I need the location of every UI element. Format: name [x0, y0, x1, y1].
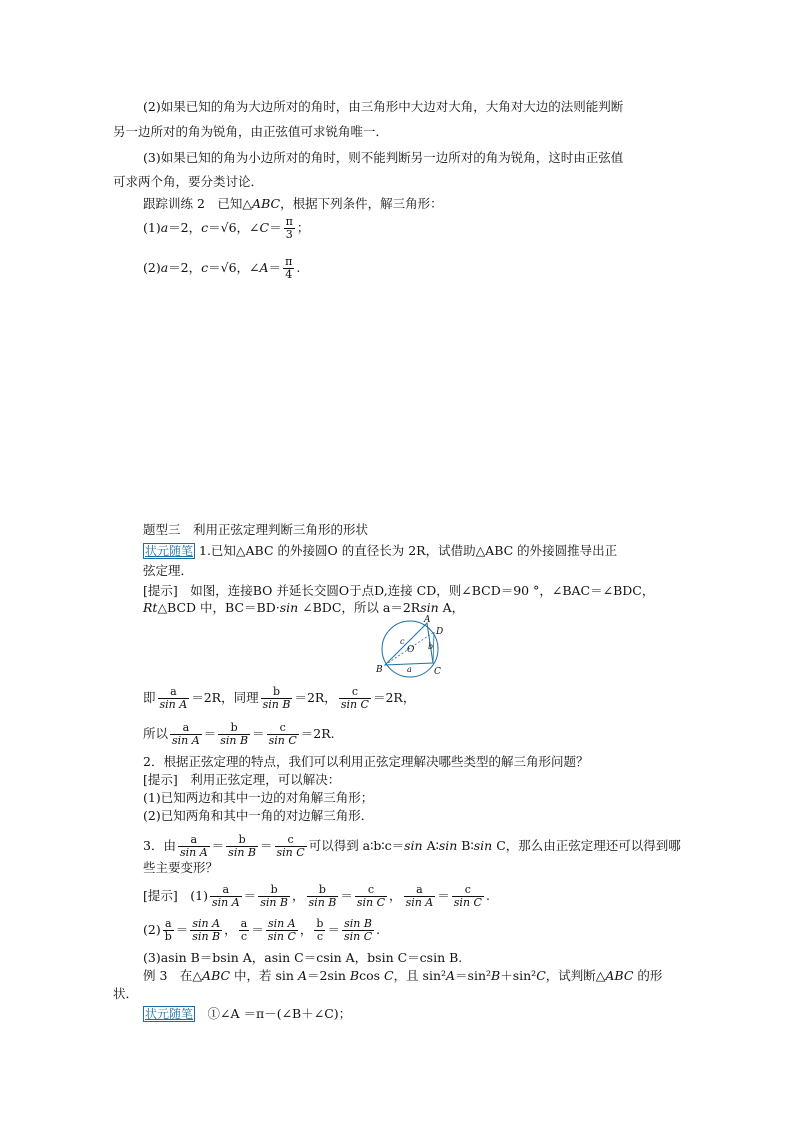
figure-label-a: a — [407, 665, 412, 674]
question-1-line-1: 状元随笔 1.已知△ABC 的外接圆O 的直径长为 2R，试借助△ABC 的外接圆推导出正 — [145, 543, 618, 558]
section-title: 题型三 利用正弦定理判断三角形的形状 — [143, 522, 369, 537]
hint-1-line-2: Rt△BCD 中，BC＝BD·sin ∠BDC，所以 a＝2Rsin A， — [143, 600, 465, 615]
hint-2-item-1: (1)已知两边和其中一边的对角解三角形； — [143, 790, 374, 805]
training-item-1: (1)a＝2，c＝√6，∠C＝ $\frac{\pi}{3}$ ； — [143, 215, 310, 241]
hint-3-variant-1: [提示] (1) $\frac{a}{\text{sin A}}$ ＝ $\frac{b}{\text{sin B}}$ ， $\frac{b}{\text{sin B}}$ ＝ $\frac{c}{\text{sin C}}$ ， $\frac{a}{\text{sin A}}$ ＝ $\frac{c}{\text{sin C}}$ . — [143, 883, 490, 909]
figure-label-c: c — [400, 637, 405, 646]
paragraph-3-line-1: (3)如果已知的角为小边所对的角时，则不能判断另一边所对的角为锐角，这时由正弦值 — [143, 150, 624, 165]
circumcircle-figure — [370, 612, 450, 682]
figure-label-b: b — [428, 642, 434, 651]
figure-label-D: D — [436, 627, 444, 637]
hint-1-line-1: [提示] 如图，连接BO 并延长交圆O于点D,连接 CD，则∠BCD＝90 °，∠BAC＝∠BDC， — [143, 583, 655, 598]
question-3-line-2: 些主要变形？ — [143, 860, 219, 875]
paragraph-3-line-2: 可求两个角，要分类讨论． — [113, 174, 264, 189]
paragraph-2-line-1: (2)如果已知的角为大边所对的角时，由三角形中大边对大角，大角对大边的法则能判断 — [143, 99, 624, 114]
figure-label-A: A — [424, 615, 431, 625]
example-3-line-2: 状． — [113, 986, 139, 1001]
figure-label-O: O — [407, 645, 415, 655]
derivation-line-1: 即 $\frac{a}{\text{sin A}}$ ＝2R，同理 $\frac{b}{\text{sin B}}$ ＝2R， $\frac{c}{\text{sin C}}$ ＝2R， — [143, 685, 416, 711]
example-3-line-1: 例 3 在△ABC 中，若 sin A＝2sin Bcos C，且 sin²A＝sin²B＋sin²C，试判断△ABC 的形 — [143, 968, 663, 983]
derivation-line-2: 所以 $\frac{a}{\text{sin A}}$ ＝ $\frac{b}{\text{sin B}}$ ＝ $\frac{c}{\text{sin C}}$ ＝2R. — [143, 721, 335, 747]
figure-label-B: B — [376, 665, 383, 675]
zhuangyuan-tag-2: 状元随笔 — [145, 1007, 194, 1021]
figure-label-C: C — [434, 667, 441, 677]
hint-2-item-2: (2)已知两角和其中一角的对边解三角形． — [143, 808, 374, 823]
question-2: 2．根据正弦定理的特点，我们可以利用正弦定理解决哪些类型的解三角形问题？ — [143, 754, 589, 769]
fraction-pi-3: $\frac{\pi}{3}$ — [285, 215, 293, 241]
hint-2: [提示] 利用正弦定理，可以解决： — [143, 772, 341, 787]
example-3-note: 状元随笔 ①∠A ＝π－(∠B＋∠C)； — [145, 1006, 352, 1021]
training-title: 跟踪训练 2 已知△ABC，根据下列条件，解三角形： — [143, 196, 443, 211]
question-3-line-1: 3．由 $\frac{a}{\text{sin A}}$ ＝ $\frac{b}{\text{sin B}}$ ＝ $\frac{c}{\text{sin C}}$ 可以得到 a∶b∶c＝sin A∶sin B∶sin C，那么由正弦定理还可以得到哪 — [143, 833, 681, 859]
paragraph-2-line-2: 另一边所对的角为锐角，由正弦值可求锐角唯一． — [113, 124, 389, 139]
hint-3-variant-2: (2) $\frac{a}{b}$ ＝ $\frac{\text{sin A}}{\text{sin B}}$ ， $\frac{a}{c}$ ＝ $\frac{\text{sin A}}{\text{sin C}}$ ， $\frac{b}{c}$ ＝ $\frac{\text{sin B}}{\text{sin C}}$ . — [143, 917, 381, 943]
hint-3-variant-3: (3)asin B＝bsin A，asin C＝csin A，bsin C＝csin B. — [143, 950, 463, 965]
fraction-pi-4: $\frac{\pi}{4}$ — [285, 255, 293, 281]
question-1-line-2: 弦定理． — [143, 563, 194, 578]
training-item-2: (2)a＝2，c＝√6，∠A＝ $\frac{\pi}{4}$ . — [143, 255, 301, 281]
zhuangyuan-tag: 状元随笔 — [145, 544, 194, 558]
